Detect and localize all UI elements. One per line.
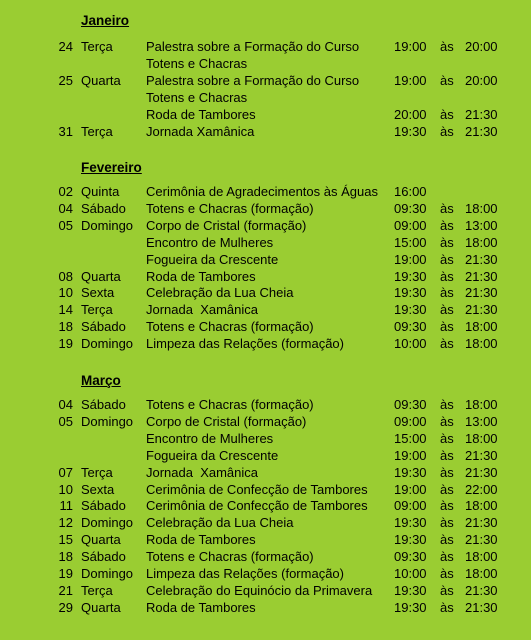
weekday: Terça <box>81 39 113 54</box>
day-number: 14 <box>58 302 73 318</box>
schedule-row <box>0 430 531 447</box>
weekday: Quarta <box>81 599 121 615</box>
start-time: 19:30 <box>394 285 427 301</box>
day-number: 04 <box>58 397 73 412</box>
end-time: 18:00 <box>465 319 498 335</box>
time-separator: às <box>440 464 454 480</box>
schedule-row <box>0 301 531 318</box>
event-name: Totens e Chacras (formação) <box>146 549 314 565</box>
schedule-row <box>0 582 531 599</box>
schedule-row <box>0 106 531 123</box>
day-number: 10 <box>58 285 73 301</box>
weekday: Quinta <box>81 184 120 199</box>
day-number: 11 <box>59 498 73 514</box>
event-name: Cerimônia de Agradecimentos às Águas <box>146 184 378 199</box>
start-time: 09:00 <box>394 413 427 429</box>
end-time: 21:30 <box>465 599 498 615</box>
start-time: 09:00 <box>394 498 427 514</box>
end-time: 21:30 <box>465 285 498 301</box>
day-number: 19 <box>58 336 73 352</box>
event-name: Encontro de Mulheres <box>146 234 274 250</box>
time-separator: às <box>440 302 454 318</box>
end-time: 18:00 <box>465 200 498 216</box>
schedule-row <box>0 89 531 106</box>
schedule-row <box>0 55 531 72</box>
day-number: 25 <box>58 72 73 88</box>
event-name: Encontro de Mulheres <box>146 430 274 446</box>
schedule-row <box>0 335 531 352</box>
event-name: Celebração do Equinócio da Primavera <box>146 582 373 598</box>
schedule-row <box>0 268 531 285</box>
weekday: Sábado <box>81 200 126 216</box>
weekday: Sábado <box>81 397 126 412</box>
event-name: Totens e Chacras (formação) <box>146 319 314 335</box>
weekday: Domingo <box>81 413 134 429</box>
time-separator: às <box>440 566 454 581</box>
start-time: 19:00 <box>394 447 427 463</box>
end-time: 13:00 <box>465 217 498 233</box>
event-name: Roda de Tambores <box>146 106 256 122</box>
schedule-row <box>0 464 531 481</box>
start-time: 16:00 <box>394 184 427 199</box>
start-time: 19:30 <box>394 268 427 284</box>
time-separator: às <box>440 549 454 565</box>
weekday: Quarta <box>81 532 121 548</box>
event-name: Jornada Xamânica <box>146 464 259 480</box>
schedule-row <box>0 284 531 301</box>
event-name: Totens e Chacras <box>146 89 248 105</box>
start-time: 19:30 <box>394 599 427 615</box>
day-number: 31 <box>58 123 73 139</box>
day-number: 05 <box>58 413 73 429</box>
event-name: Palestra sobre a Formação do Curso <box>146 39 360 54</box>
end-time: 18:00 <box>465 336 498 352</box>
time-separator: às <box>440 123 454 139</box>
weekday: Terça <box>81 582 113 598</box>
start-time: 15:00 <box>394 430 427 446</box>
start-time: 09:30 <box>394 200 427 216</box>
start-time: 09:30 <box>394 397 427 412</box>
weekday: Terça <box>81 123 113 139</box>
event-name: Celebração da Lua Cheia <box>146 515 294 531</box>
end-time: 18:00 <box>465 549 498 565</box>
end-time: 22:00 <box>465 481 498 497</box>
schedule-row <box>0 514 531 531</box>
start-time: 19:30 <box>394 302 427 318</box>
time-separator: às <box>440 397 454 412</box>
time-separator: às <box>440 532 454 548</box>
day-number: 07 <box>58 464 73 480</box>
end-time: 20:00 <box>465 39 498 54</box>
schedule-row <box>0 548 531 565</box>
month-heading: Março <box>81 373 121 388</box>
day-number: 12 <box>58 515 73 531</box>
time-separator: às <box>440 481 454 497</box>
weekday: Sábado <box>81 498 126 514</box>
time-separator: às <box>440 285 454 301</box>
schedule-row <box>0 531 531 548</box>
end-time: 21:30 <box>465 582 498 598</box>
day-number: 24 <box>58 39 73 54</box>
weekday: Quarta <box>81 72 121 88</box>
weekday: Sexta <box>81 481 115 497</box>
time-separator: às <box>440 217 454 233</box>
start-time: 10:00 <box>394 336 427 352</box>
weekday: Sábado <box>81 319 126 335</box>
start-time: 19:00 <box>394 481 427 497</box>
time-separator: às <box>440 447 454 463</box>
event-name: Roda de Tambores <box>146 268 256 284</box>
day-number: 10 <box>58 481 73 497</box>
weekday: Domingo <box>81 515 134 531</box>
event-name: Fogueira da Crescente <box>146 251 279 267</box>
time-separator: às <box>440 234 454 250</box>
end-time: 21:30 <box>465 106 498 122</box>
start-time: 19:30 <box>394 123 427 139</box>
start-time: 20:00 <box>394 106 427 122</box>
end-time: 18:00 <box>465 430 498 446</box>
time-separator: às <box>440 498 454 514</box>
day-number: 29 <box>58 599 73 615</box>
schedule-row <box>0 447 531 464</box>
time-separator: às <box>440 72 454 88</box>
start-time: 19:00 <box>394 251 427 267</box>
event-name: Totens e Chacras <box>146 55 248 71</box>
day-number: 18 <box>58 549 73 565</box>
event-name: Palestra sobre a Formação do Curso <box>146 72 360 88</box>
time-separator: às <box>440 413 454 429</box>
schedule-row <box>0 200 531 217</box>
event-name: Totens e Chacras (formação) <box>146 200 314 216</box>
weekday: Domingo <box>81 566 134 581</box>
schedule-row <box>0 123 531 140</box>
event-name: Fogueira da Crescente <box>146 447 279 463</box>
end-time: 18:00 <box>465 397 498 412</box>
time-separator: às <box>440 582 454 598</box>
time-separator: às <box>440 268 454 284</box>
day-number: 21 <box>58 582 73 598</box>
weekday: Quarta <box>81 268 121 284</box>
end-time: 21:30 <box>465 302 498 318</box>
day-number: 19 <box>58 566 73 581</box>
time-separator: às <box>440 200 454 216</box>
event-name: Limpeza das Relações (formação) <box>146 566 344 581</box>
start-time: 19:30 <box>394 582 427 598</box>
end-time: 20:00 <box>465 72 498 88</box>
schedule-row <box>0 599 531 616</box>
time-separator: às <box>440 39 454 54</box>
schedule-row <box>0 318 531 335</box>
start-time: 19:30 <box>394 515 427 531</box>
start-time: 19:30 <box>394 464 427 480</box>
end-time: 21:30 <box>465 447 498 463</box>
event-name: Corpo de Cristal (formação) <box>146 217 307 233</box>
time-separator: às <box>440 251 454 267</box>
event-name: Jornada Xamânica <box>146 302 259 318</box>
schedule-row <box>0 234 531 251</box>
time-separator: às <box>440 336 454 352</box>
weekday: Sábado <box>81 549 126 565</box>
start-time: 19:30 <box>394 532 427 548</box>
time-separator: às <box>440 430 454 446</box>
weekday: Terça <box>81 302 113 318</box>
start-time: 15:00 <box>394 234 427 250</box>
start-time: 09:30 <box>394 549 427 565</box>
end-time: 21:30 <box>465 123 498 139</box>
weekday: Terça <box>81 464 113 480</box>
time-separator: às <box>440 515 454 531</box>
event-name: Corpo de Cristal (formação) <box>146 413 307 429</box>
event-name: Celebração da Lua Cheia <box>146 285 294 301</box>
end-time: 21:30 <box>465 251 498 267</box>
weekday: Sexta <box>81 285 115 301</box>
day-number: 18 <box>58 319 73 335</box>
day-number: 15 <box>58 532 73 548</box>
day-number: 04 <box>58 200 73 216</box>
end-time: 18:00 <box>465 498 498 514</box>
day-number: 05 <box>58 217 73 233</box>
event-name: Cerimônia de Confecção de Tambores <box>146 481 368 497</box>
event-name: Cerimônia de Confecção de Tambores <box>146 498 368 514</box>
start-time: 19:00 <box>394 39 427 54</box>
schedule-row <box>0 565 531 582</box>
end-time: 21:30 <box>465 268 498 284</box>
end-time: 21:30 <box>465 532 498 548</box>
end-time: 13:00 <box>465 413 498 429</box>
end-time: 18:00 <box>465 234 498 250</box>
end-time: 18:00 <box>465 566 498 581</box>
start-time: 19:00 <box>394 72 427 88</box>
month-heading: Fevereiro <box>81 160 142 175</box>
month-heading: Janeiro <box>81 13 130 28</box>
schedule-row <box>0 38 531 55</box>
time-separator: às <box>440 599 454 615</box>
schedule-row <box>0 183 531 200</box>
time-separator: às <box>440 106 454 122</box>
event-name: Limpeza das Relações (formação) <box>146 336 344 352</box>
weekday: Domingo <box>81 336 134 352</box>
time-separator: às <box>440 319 454 335</box>
event-name: Roda de Tambores <box>146 532 256 548</box>
end-time: 21:30 <box>465 464 498 480</box>
schedule-row <box>0 251 531 268</box>
end-time: 21:30 <box>465 515 498 531</box>
schedule-row <box>0 413 531 430</box>
event-name: Totens e Chacras (formação) <box>146 397 314 412</box>
event-name: Roda de Tambores <box>146 599 256 615</box>
day-number: 02 <box>58 184 73 199</box>
start-time: 09:30 <box>394 319 427 335</box>
weekday: Domingo <box>81 217 134 233</box>
event-name: Jornada Xamânica <box>146 123 255 139</box>
schedule-row <box>0 396 531 413</box>
schedule-row <box>0 497 531 514</box>
schedule-row <box>0 72 531 89</box>
start-time: 10:00 <box>394 566 427 581</box>
schedule-row <box>0 481 531 498</box>
day-number: 08 <box>58 268 73 284</box>
start-time: 09:00 <box>394 217 427 233</box>
schedule-row <box>0 217 531 234</box>
